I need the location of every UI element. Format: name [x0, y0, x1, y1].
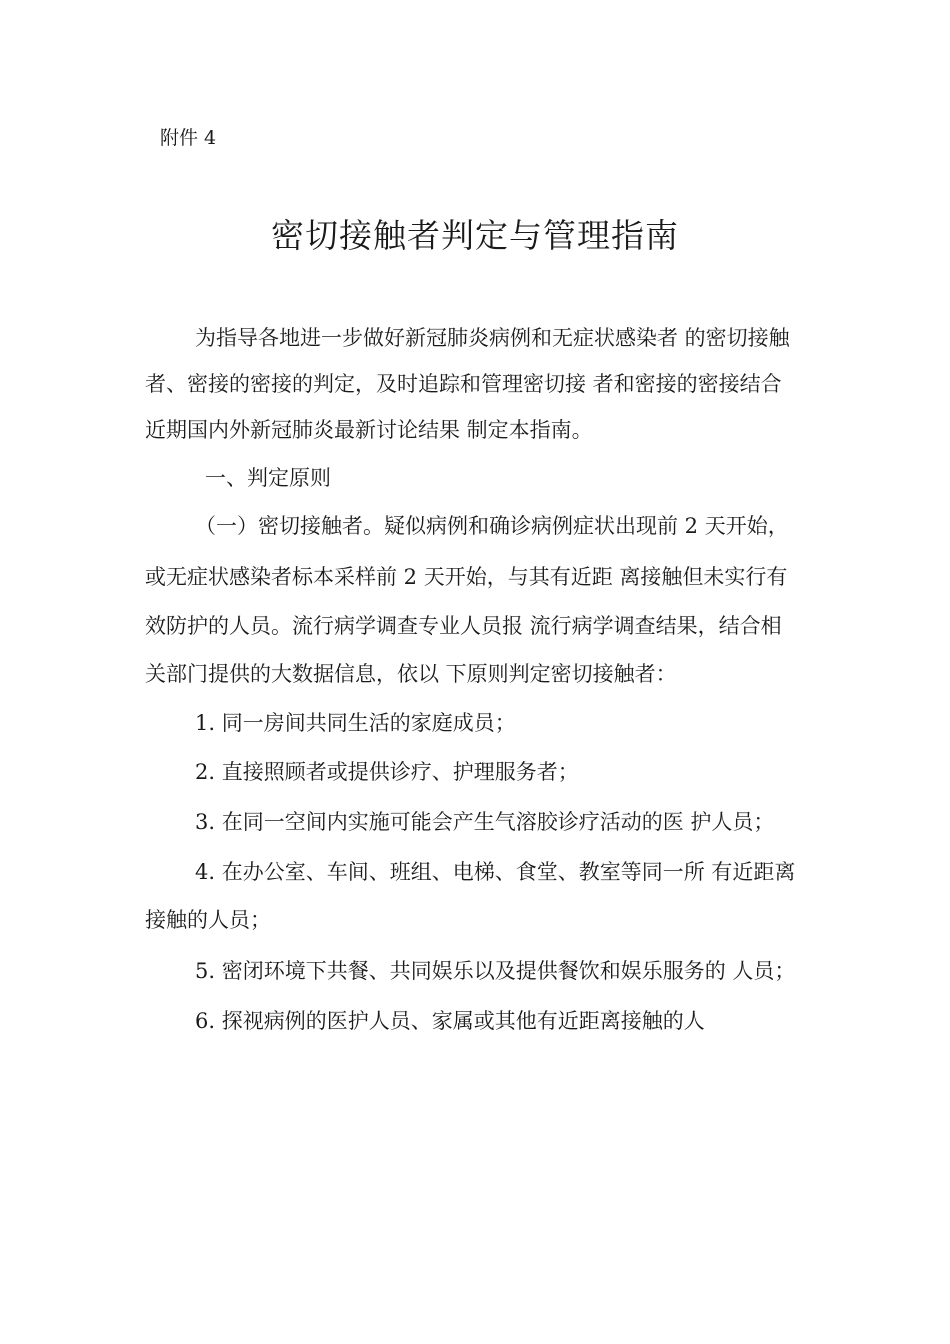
subsection-line-3: 效防护的人员。流行病学调查专业人员报 流行病学调查结果，结合相 [145, 614, 782, 638]
list-item-4-continued: 接触的人员； [145, 908, 271, 932]
section-heading: 一、判定原则 [205, 466, 331, 490]
list-item-6: 6. 探视病例的医护人员、家属或其他有近距离接触的人 [195, 1009, 705, 1033]
list-item-5: 5. 密闭环境下共餐、共同娱乐以及提供餐饮和娱乐服务的 人员； [195, 959, 796, 983]
subsection-line-4: 关部门提供的大数据信息，依以 下原则判定密切接触者： [145, 662, 677, 686]
subsection-line-1: （一）密切接触者。疑似病例和确诊病例症状出现前 2 天开始， [195, 514, 789, 538]
subsection-line-2: 或无症状感染者标本采样前 2 天开始，与其有近距 离接触但未实行有 [145, 565, 788, 589]
attachment-label: 附件 4 [160, 127, 217, 149]
intro-line-1: 为指导各地进一步做好新冠肺炎病例和无症状感染者 的密切接触 [195, 326, 790, 350]
intro-line-3: 近期国内外新冠肺炎最新讨论结果 制定本指南。 [145, 418, 593, 442]
document-title: 密切接触者判定与管理指南 [271, 216, 679, 255]
intro-line-2: 者、密接的密接的判定，及时追踪和管理密切接 者和密接的密接结合 [145, 372, 782, 396]
list-item-2: 2. 直接照顾者或提供诊疗、护理服务者； [195, 760, 579, 784]
list-item-4: 4. 在办公室、车间、班组、电梯、食堂、教室等同一所 有近距离 [195, 860, 796, 884]
list-item-1: 1. 同一房间共同生活的家庭成员； [195, 711, 516, 735]
list-item-3: 3. 在同一空间内实施可能会产生气溶胶诊疗活动的医 护人员； [195, 810, 775, 834]
